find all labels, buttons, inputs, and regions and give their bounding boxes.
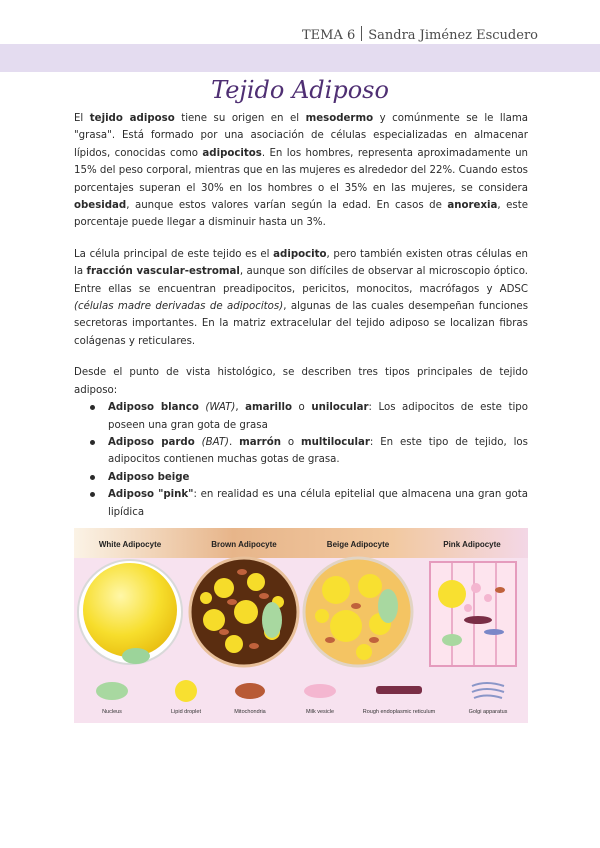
header-tema: TEMA 6: [301, 28, 356, 43]
legend-mito-swatch: [235, 683, 265, 699]
tissue-types-list: [74, 399, 528, 521]
legend-nucleus-swatch: [96, 682, 128, 700]
page-header: [302, 26, 538, 43]
legend-lipid: Lipid droplet: [171, 709, 201, 715]
white-adipocyte-illustration: [78, 560, 182, 664]
list-item: Adiposo beige: [74, 469, 528, 486]
paragraph-2: La célula principal de este tejido es el adipocito, pero también existen otras células en la fracción vascular-estromal, aunque son difíciles de observar al microscopio óptico. Entre ellas se encuentran preadipocitos, pericitos, monocitos, macrófagos y ADSC (células madre derivadas de adipocitos), algunas de las cuales desempeñan funciones secretoras importantes. En la matriz extracelular del tejido adiposo se localizan fibras colágenas y reticulares.: [74, 248, 529, 347]
header-pink: Pink Adipocyte: [443, 540, 501, 549]
list-item: Adiposo pardo (BAT). marrón o multilocular: En este tipo de tejido, los adipocitos contienen muchas gotas de grasa.: [74, 434, 528, 469]
legend-rer: Rough endoplasmic reticulum: [362, 709, 436, 715]
legend-milk: Milk vesicle: [305, 709, 335, 715]
list-item: Adiposo blanco (WAT), amarillo o unilocular: Los adipocitos de este tipo poseen una gran gota de grasa: [74, 399, 528, 434]
legend-mito: Mitochondria: [234, 709, 266, 715]
page-title: Tejido Adiposo: [211, 76, 389, 104]
header-brown: Brown Adipocyte: [211, 540, 277, 549]
header-band: [0, 44, 600, 72]
brown-adipocyte-illustration: [190, 558, 298, 666]
header-author: Sandra Jiménez Escudero: [368, 28, 538, 43]
document-body: [74, 110, 528, 521]
adipocyte-figure: [74, 528, 528, 723]
legend-golgi: Golgi apparatus: [468, 709, 508, 715]
beige-adipocyte-illustration: [304, 558, 412, 666]
paragraph-1: El tejido adiposo tiene su origen en el mesodermo y comúnmente se le llama "grasa". Está formado por una asociación de células especializadas en almacenar lípidos, conocidas como adipocitos. En los hombres, representa aproximadamente un 15% del peso corporal, mientras que en las mujeres es alrededor del 22%. Cuando estos porcentajes superan el 30% en los hombres o el 35% en las mujeres, se considera obesidad, aunque estos valores varían según la edad. En casos de anorexia, este porcentaje puede llegar a disminuir hasta un 3%.: [74, 113, 529, 229]
legend-lipid-swatch: [175, 680, 197, 702]
list-item: Adiposo "pink": en realidad es una célula epitelial que almacena una gran gota lipídica: [74, 486, 528, 521]
legend-nucleus: Nucleus: [102, 709, 122, 715]
header-beige: Beige Adipocyte: [326, 540, 390, 549]
legend-milk-swatch: [304, 684, 336, 698]
legend-rer-swatch: [376, 686, 422, 694]
pink-adipocyte-illustration: [430, 562, 516, 666]
header-white: White Adipocyte: [98, 540, 162, 549]
header-separator: [361, 26, 362, 41]
paragraph-3: Desde el punto de vista histológico, se describen tres tipos principales de tejido adiposo:: [74, 367, 528, 396]
